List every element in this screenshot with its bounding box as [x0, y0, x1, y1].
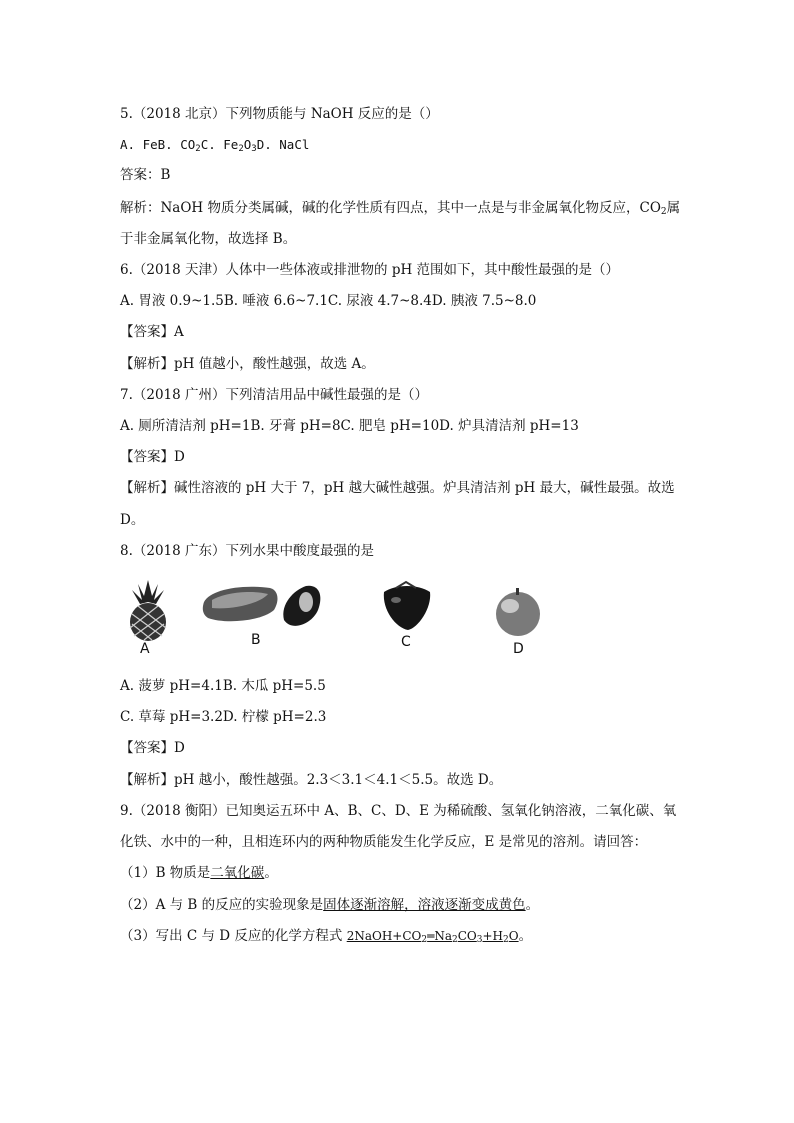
fruit-label-c: C [401, 634, 411, 650]
q7-options: A. 厕所清洁剂 pH=1B. 牙膏 pH=8C. 肥皂 pH=10D. 炉具清洁剂 pH=13 [120, 418, 579, 434]
q9-title-line2: 化铁、水中的一种，且相连环内的两种物质能发生化学反应，E 是常见的溶剂。请回答： [120, 834, 648, 850]
q8-options-line1: A. 菠萝 pH=4.1B. 木瓜 pH=5.5 [120, 678, 326, 694]
strawberry-image [378, 582, 434, 632]
q9-part2: （2）A 与 B 的反应的实验现象是固体逐渐溶解，溶液逐渐变成黄色。 [120, 897, 540, 913]
pineapple-image [118, 578, 178, 642]
q8-analysis: 【解析】pH 越小，酸性越强。2.3＜3.1＜4.1＜5.5。故选 D。 [120, 772, 503, 788]
q5-answer: 答案：B [120, 167, 171, 183]
lemon-image [492, 586, 544, 638]
q8-title: 8.（2018 广东）下列水果中酸度最强的是 [120, 543, 375, 559]
q6-analysis: 【解析】pH 值越小，酸性越强，故选 A。 [120, 356, 375, 372]
fruit-label-b: B [251, 632, 261, 648]
q8-answer: 【答案】D [120, 740, 185, 756]
q5-title: 5.（2018 北京）下列物质能与 NaOH 反应的是（） [120, 106, 439, 122]
papaya-image [200, 580, 330, 634]
q9-part2-answer: 固体逐渐溶解，溶液逐渐变成黄色 [323, 897, 526, 913]
q6-options: A. 胃液 0.9~1.5B. 唾液 6.6~7.1C. 尿液 4.7~8.4D. 胰液 7.5~8.0 [120, 293, 537, 309]
q8-options-line2: C. 草莓 pH=3.2D. 柠檬 pH=2.3 [120, 709, 327, 725]
fruit-label-a: A [140, 641, 150, 657]
q9-part1: （1）B 物质是二氧化碳。 [120, 865, 278, 881]
q5-analysis-line2: 于非金属氧化物，故选择 B。 [120, 231, 297, 247]
q6-answer: 【答案】A [120, 324, 184, 340]
q7-title: 7.（2018 广州）下列清洁用品中碱性最强的是（） [120, 387, 429, 403]
fruit-label-d: D [513, 641, 524, 657]
q7-answer: 【答案】D [120, 449, 185, 465]
q7-analysis-line1: 【解析】碱性溶液的 pH 大于 7，pH 越大碱性越强。炉具清洁剂 pH 最大，碱性最强。故选 [120, 480, 675, 496]
q9-title-line1: 9.（2018 衡阳）已知奥运五环中 A、B、C、D、E 为稀硫酸、氢氧化钠溶液，二氧化碳、氧 [120, 803, 677, 819]
q9-part1-answer: 二氧化碳 [210, 865, 265, 881]
q9-part3: （3）写出 C 与 D 反应的化学方程式 $2NaOH+CO_2═Na_2CO_3+H_2O$。 [120, 928, 533, 945]
q9-part3-equation: $2NaOH+CO_2═Na_2CO_3+H_2O$ [346, 929, 519, 945]
q7-analysis-line2: D。 [120, 512, 145, 528]
q6-title: 6.（2018 天津）人体中一些体液或排泄物的 pH 范围如下，其中酸性最强的是（） [120, 262, 620, 278]
q5-analysis-line1: 解析：NaOH 物质分类属碱，碱的化学性质有四点，其中一点是与非金属氧化物反应，$CO_2$属 [120, 200, 681, 217]
q5-options: A. FeB. $CO_2C$. $Fe_2O_3D$. NaCl [120, 137, 310, 154]
